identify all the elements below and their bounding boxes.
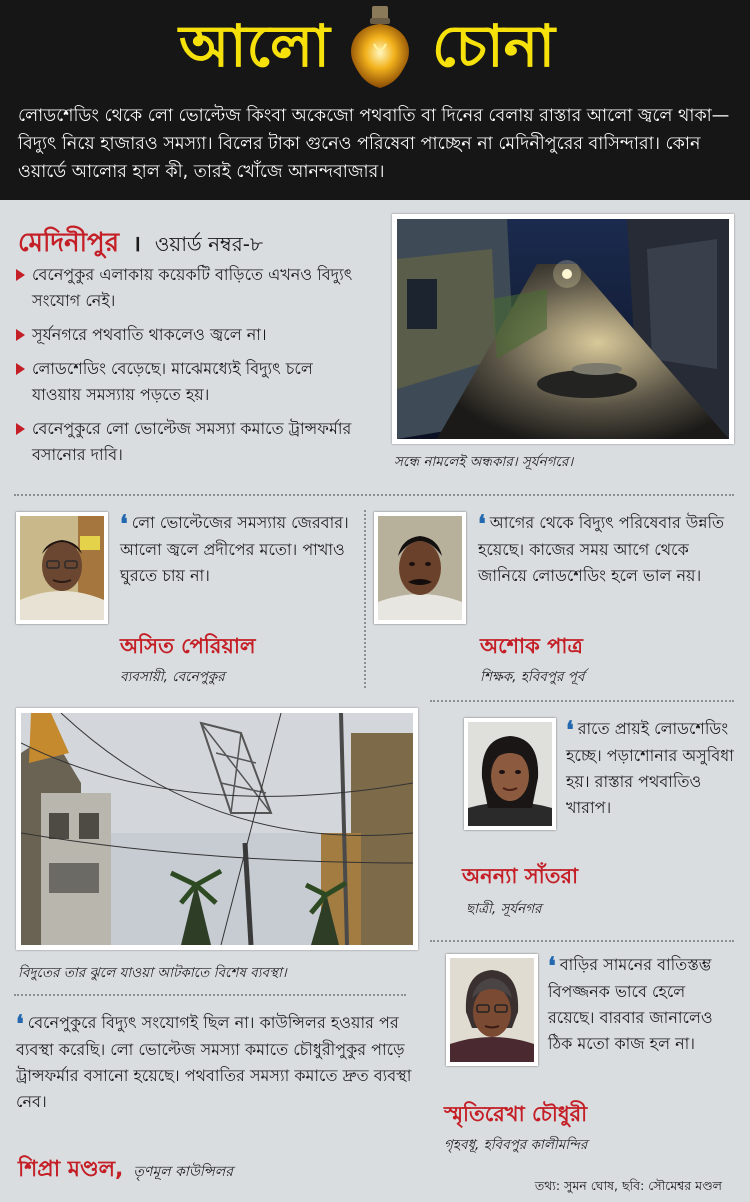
- quote-mark-icon: ❛: [566, 715, 574, 744]
- councillor-name: শিপ্রা মণ্ডল,: [18, 1157, 124, 1182]
- section-divider: [14, 494, 734, 496]
- street-night-photo: [392, 214, 734, 444]
- intro-text: লোডশেডিং থেকে লো ভোল্টেজ কিংবা অকেজো পথবাতি বা দিনের বেলায় রাস্তার আলো জ্বলে থাকা— বিদ্যুৎ নিয়ে হাজারও সমস্যা। বিলের টাকা গুনেও পরিষেবা পাচ্ছেন না মেদিনীপুরের বাসিন্দারা। কোন ওয়ার্ডে আলোর হাল কী, তারই খোঁজে আনন্দবাজার।: [18, 106, 730, 182]
- section-divider: [430, 940, 734, 942]
- resident-name: স্মৃতিরেখা চৌধুরী: [444, 1102, 588, 1126]
- photo-credit: তথ্য: সুমন ঘোষ, ছবি: সৌমেশ্বর মণ্ডল: [534, 1178, 722, 1193]
- resident-role: ব্যবসায়ী, বেনেপুকুর: [120, 669, 225, 685]
- feature-title: [0, 4, 750, 88]
- title-separator: ।: [132, 232, 142, 257]
- resident-quote: ❛ বাড়ির সামনের বাতিস্তম্ভ বিপজ্জনক ভাবে হেলে রয়েছে। বারবার জানালেও ঠিক মতো কাজ হল না।: [548, 951, 713, 1053]
- title-word-chona: চোনা: [432, 12, 556, 80]
- column-divider: [364, 510, 366, 688]
- quote-mark-icon: ❛: [16, 1009, 24, 1038]
- ward-number: ওয়ার্ড নম্বর-৮: [154, 232, 263, 256]
- light-bulb-icon: [340, 4, 420, 92]
- resident-role: শিক্ষক, হবিবপুর পূর্ব: [480, 669, 585, 685]
- avatar: [16, 512, 108, 624]
- avatar: [464, 718, 556, 830]
- councillor-quote: ❛ বেনেপুকুরে বিদ্যুৎ সংযোগই ছিল না। কাউন্সিলর হওয়ার পর ব্যবস্থা করেছি। লো ভোল্টেজ সমস্যা কমাতে চৌধুরীপুকুর পাড়ে ট্রান্সফর্মার বসানো হয়েছে। পথবাতির সমস্যা কমাতে দ্রুত ব্যবস্থা নেব।: [16, 1009, 412, 1111]
- street-photo-caption: সন্ধে নামলেই অন্ধকার। সূর্যনগরে।: [394, 454, 574, 470]
- title-word-alo: আলো: [179, 12, 330, 80]
- resident-quote: ❛ রাতে প্রায়ই লোডশেডিং হচ্ছে। পড়াশোনার অসুবিধা হয়। রাস্তার পথবাতিও খারাপ।: [566, 715, 734, 817]
- power-lines-photo: [16, 708, 418, 950]
- resident-quote: ❛ আগের থেকে বিদ্যুৎ পরিষেবার উন্নতি হয়েছে। কাজের সময় আগে থেকে জানিয়ে লোডশেডিং হলে ভাল নয়।: [478, 509, 725, 585]
- resident-name: অনন্যা সাঁতরা: [462, 864, 579, 888]
- list-item: লোডশেডিং বেড়েছে। মাঝেমধ্যেই বিদ্যুৎ চলে যাওয়ায় সমস্যায় পড়তে হয়।: [16, 356, 366, 408]
- place-name: মেদিনীপুর: [18, 228, 119, 258]
- councillor-title: তৃণমূল কাউন্সিলর: [133, 1164, 233, 1180]
- problem-list: [16, 262, 366, 476]
- quote-mark-icon: ❛: [120, 509, 128, 538]
- quote-mark-icon: ❛: [548, 951, 556, 980]
- section-divider: [430, 700, 734, 702]
- list-item: সূর্যনগরে পথবাতি থাকলেও জ্বলে না।: [16, 322, 366, 348]
- quote-mark-icon: ❛: [478, 509, 486, 538]
- resident-role: গৃহবধূ, হবিবপুর কালীমন্দির: [444, 1137, 588, 1153]
- list-item: বেনেপুকুরে লো ভোল্টেজ সমস্যা কমাতে ট্রান্সফর্মার বসানোর দাবি।: [16, 416, 366, 468]
- councillor-byline: [18, 1152, 233, 1189]
- resident-name: অশোক পাত্র: [480, 634, 583, 658]
- resident-quote: ❛ লো ভোল্টেজের সমস্যায় জেরবার। আলো জ্বলে প্রদীপের মতো। পাখাও ঘুরতে চায় না।: [120, 509, 349, 585]
- avatar: [446, 954, 538, 1066]
- wires-photo-caption: বিদুতের তার ঝুলে যাওয়া আটকাতে বিশেষ ব্যবস্থা।: [18, 965, 287, 981]
- resident-role: ছাত্রী, সূর্যনগর: [466, 901, 542, 917]
- avatar: [374, 512, 466, 624]
- section-divider: [14, 994, 406, 996]
- resident-name: অসিত পেরিয়াল: [120, 634, 256, 658]
- list-item: বেনেপুকুর এলাকায় কয়েকটি বাড়িতে এখনও বিদ্যুৎ সংযোগ নেই।: [16, 262, 366, 314]
- section-title: [18, 222, 263, 266]
- masthead: [0, 0, 750, 200]
